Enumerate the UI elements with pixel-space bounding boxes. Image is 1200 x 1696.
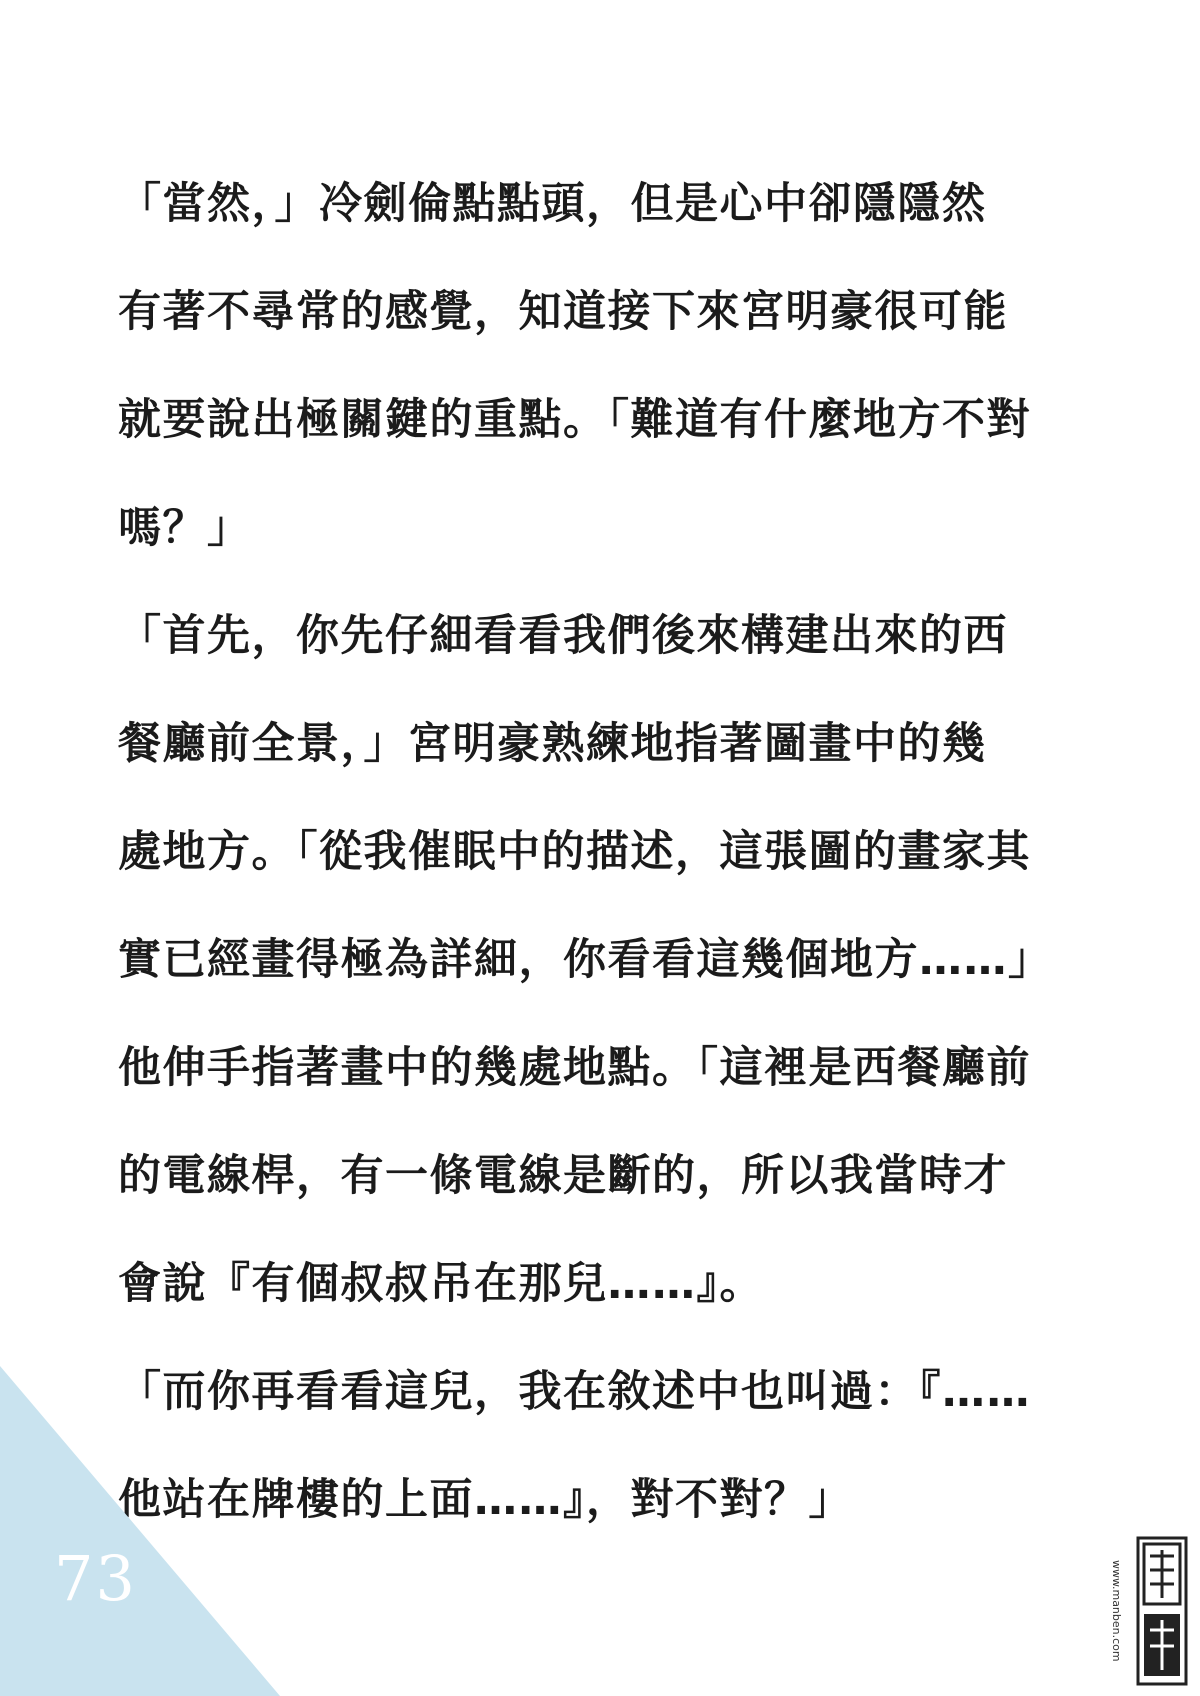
text-line: 就要說出極關鍵的重點。「難道有什麼地方不對: [118, 395, 1031, 445]
text-line: 會說『有個叔叔吊在那兒……』。: [118, 1259, 764, 1309]
text-line: 實已經畫得極為詳細，你看看這幾個地方……」: [118, 935, 1053, 985]
text-line: 他站在牌樓的上面……』，對不對？」: [118, 1475, 853, 1525]
watermark-site-text: www.manben.com: [1110, 1560, 1123, 1662]
text-line: 「當然，」冷劍倫點點頭，但是心中卻隱隱然: [118, 179, 987, 229]
watermark-logo: [1136, 1536, 1188, 1686]
text-line: 處地方。「從我催眠中的描述，這張圖的畫家其: [118, 827, 1031, 877]
corner-decoration: [0, 1366, 280, 1696]
text-line: 「首先，你先仔細看看我們後來構建出來的西: [118, 611, 1008, 661]
text-line: 他伸手指著畫中的幾處地點。「這裡是西餐廳前: [118, 1043, 1031, 1093]
body-text: [118, 160, 1088, 1564]
text-line: 「而你再看看這兒，我在敘述中也叫過：『……: [118, 1367, 1031, 1417]
text-line: 餐廳前全景，」宮明豪熟練地指著圖畫中的幾: [118, 719, 987, 769]
text-line: 的電線桿，有一條電線是斷的，所以我當時才: [118, 1151, 1008, 1201]
page-number: 73: [54, 1542, 137, 1615]
text-line: 有著不尋常的感覺，知道接下來宮明豪很可能: [118, 287, 1008, 337]
text-line: 嗎？」: [118, 503, 252, 553]
